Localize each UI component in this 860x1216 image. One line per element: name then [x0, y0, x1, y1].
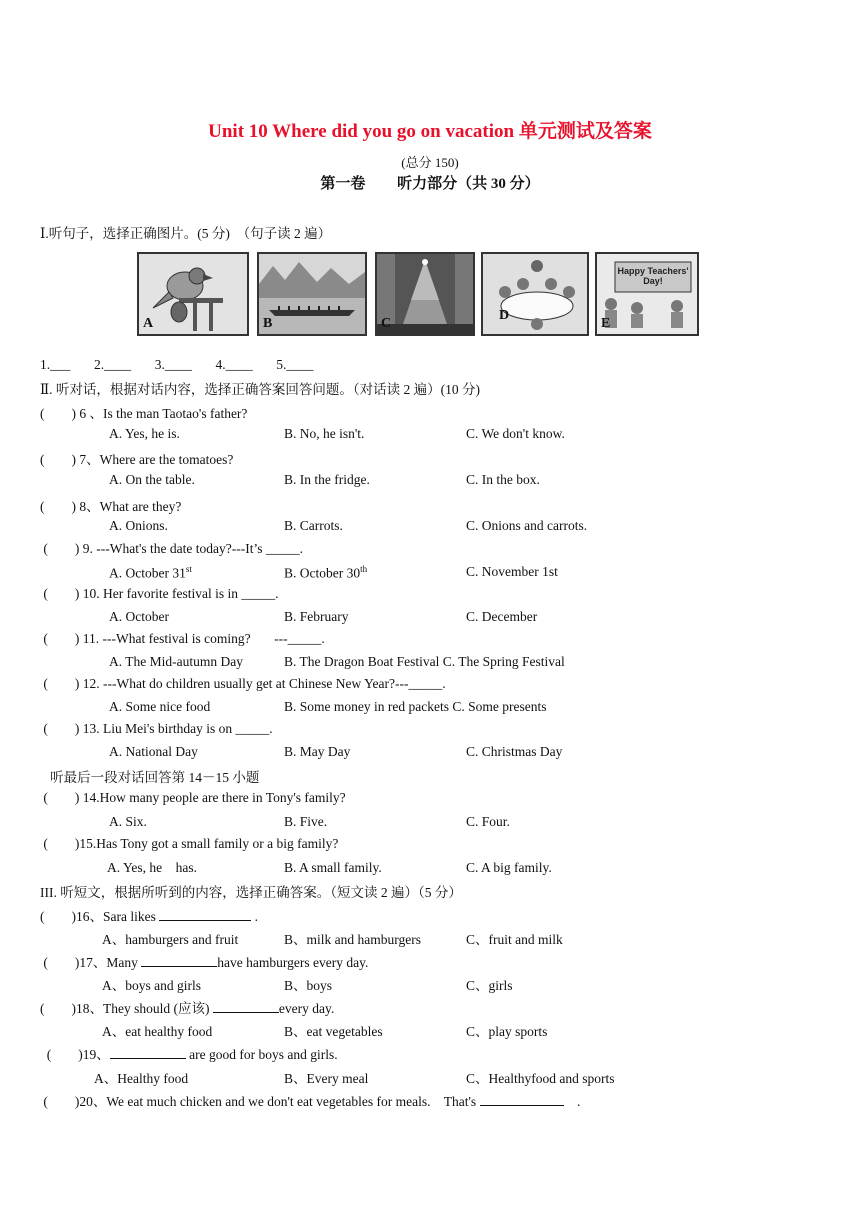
option-c: C. Christmas Day: [466, 744, 563, 759]
option-a: A. Onions.: [109, 518, 168, 533]
option-b: B. Five.: [284, 814, 328, 829]
question-stem: ( ) 12. ---What do children usually get at Chinese New Year?---_____.: [40, 676, 446, 691]
question-stem: [40, 951, 368, 971]
option-a: A. Some nice food: [109, 699, 211, 714]
option-b: B、eat vegetables: [284, 1024, 383, 1039]
option-a: A、eat healthy food: [102, 1024, 213, 1039]
question-stem: [40, 1090, 580, 1110]
ordinal-suffix: th: [360, 564, 368, 574]
question-stem: ( ) 10. Her favorite festival is in _____.: [40, 586, 279, 601]
total-score: (总分 150): [401, 155, 459, 170]
option-a: A、hamburgers and fruit: [102, 932, 239, 947]
option-b: B. May Day: [284, 744, 351, 759]
christmas-tree-icon: [377, 254, 473, 334]
option-c: C. We don't know.: [466, 426, 565, 441]
section2-heading: Ⅱ. 听对话，根据对话内容，选择正确答案回答问题。（对话读 2 遍）(10 分): [40, 382, 481, 397]
section1-answers: 1.___ 2.____ 3.____ 4.____ 5.____: [40, 357, 314, 372]
question-stem: ( ) 13. Liu Mei's birthday is on _____.: [40, 721, 273, 736]
stem-text: have hamburgers every day.: [217, 955, 369, 970]
part-heading: [0, 172, 860, 193]
option-c: C. November 1st: [466, 564, 558, 579]
question-stem: ( ) 11. ---What festival is coming? ---_____.: [40, 631, 325, 646]
ordinal-suffix: st: [185, 564, 192, 574]
stem-text: ( )18、They should (应该): [40, 1001, 213, 1016]
picture-d: [481, 252, 589, 336]
stem-text: every day.: [278, 1001, 335, 1016]
option-b: B、boys: [284, 978, 333, 993]
question-stem: [40, 905, 258, 925]
option-text: B. October 30: [284, 565, 361, 581]
parrot-icon: [139, 254, 247, 334]
option-c: C、Healthyfood and sports: [466, 1071, 615, 1086]
stem-text: ( )17、Many: [40, 955, 142, 970]
answer-blank: [480, 1093, 564, 1106]
picture-label: A: [143, 316, 154, 331]
picture-label: D: [499, 308, 510, 323]
option-b: B. Carrots.: [284, 518, 343, 533]
part-label: 第一卷: [320, 176, 366, 192]
section-note: 听最后一段对话回答第 14－15 小题: [40, 770, 260, 785]
answer-blank: [159, 908, 251, 921]
answer-blank: [213, 1000, 279, 1013]
question-stem: ( ) 7、Where are the tomatoes?: [40, 452, 234, 467]
question-stem: [40, 1043, 338, 1063]
dragon-boat-icon: [259, 254, 365, 334]
option-c: C、play sports: [466, 1024, 548, 1039]
option-a: A. Yes, he has.: [107, 860, 198, 875]
question-stem: ( ) 14.How many people are there in Tony's family?: [40, 790, 346, 805]
section1-heading: Ⅰ.听句子，选择正确图片。(5 分) （句子读 2 遍）: [40, 226, 332, 241]
option-a: A、Healthy food: [94, 1071, 189, 1086]
page-title: Unit 10 Where did you go on vacation 单元测试及答案: [208, 121, 652, 142]
option-text: A. October 31: [109, 565, 186, 581]
picture-b: [257, 252, 367, 336]
option-b: [284, 564, 367, 582]
option-a: A. On the table.: [109, 472, 195, 487]
option-a: A、boys and girls: [102, 978, 201, 993]
picture-banner: Happy Teachers' Day!: [617, 266, 689, 286]
answer-blank: [141, 954, 217, 967]
stem-text: ( )16、Sara likes: [40, 909, 160, 924]
option-b: B. No, he isn't.: [284, 426, 365, 441]
question-stem: ( ) 8、What are they?: [40, 499, 182, 514]
stem-text: ( )19、: [40, 1047, 110, 1062]
option-b: B、Every meal: [284, 1071, 369, 1086]
picture-label: E: [601, 316, 611, 331]
stem-text: .: [251, 909, 258, 924]
picture-a: [137, 252, 249, 336]
option-c: C. December: [466, 609, 538, 624]
picture-e: [595, 252, 699, 336]
option-b: B. The Dragon Boat Festival C. The Spring Festival: [284, 654, 565, 669]
option-c: C. A big family.: [466, 860, 552, 875]
stem-text: ( )20、We eat much chicken and we don't eat vegetables for meals. That's: [40, 1094, 480, 1109]
stem-text: .: [563, 1094, 581, 1109]
picture-c: [375, 252, 475, 336]
option-b: B. In the fridge.: [284, 472, 370, 487]
picture-label: B: [263, 316, 273, 331]
question-stem: ( )15.Has Tony got a small family or a big family?: [40, 836, 339, 851]
option-c: C. Four.: [466, 814, 510, 829]
option-c: C. In the box.: [466, 472, 540, 487]
option-a: A. Six.: [109, 814, 147, 829]
option-a: [109, 564, 192, 582]
option-b: B、milk and hamburgers: [284, 932, 421, 947]
option-b: B. Some money in red packets C. Some presents: [284, 699, 547, 714]
stem-text: are good for boys and girls.: [185, 1047, 338, 1062]
option-a: A. October: [109, 609, 169, 624]
section3-heading: III. 听短文，根据所听到的内容，选择正确答案。（短文读 2 遍）（5 分）: [40, 885, 462, 900]
picture-label: C: [381, 316, 392, 331]
question-stem: ( ) 9. ---What's the date today?---It’s _____.: [40, 541, 303, 556]
option-b: B. February: [284, 609, 349, 624]
option-a: A. National Day: [109, 744, 198, 759]
option-c: C、girls: [466, 978, 513, 993]
part-name: 听力部分（共 30 分）: [397, 176, 540, 192]
option-a: A. The Mid-autumn Day: [109, 654, 243, 669]
question-stem: ( ) 6 、Is the man Taotao's father?: [40, 406, 248, 421]
option-b: B. A small family.: [284, 860, 382, 875]
question-stem: [40, 997, 334, 1017]
option-c: C、fruit and milk: [466, 932, 563, 947]
option-a: A. Yes, he is.: [109, 426, 180, 441]
option-c: C. Onions and carrots.: [466, 518, 588, 533]
answer-blank: [110, 1046, 186, 1059]
